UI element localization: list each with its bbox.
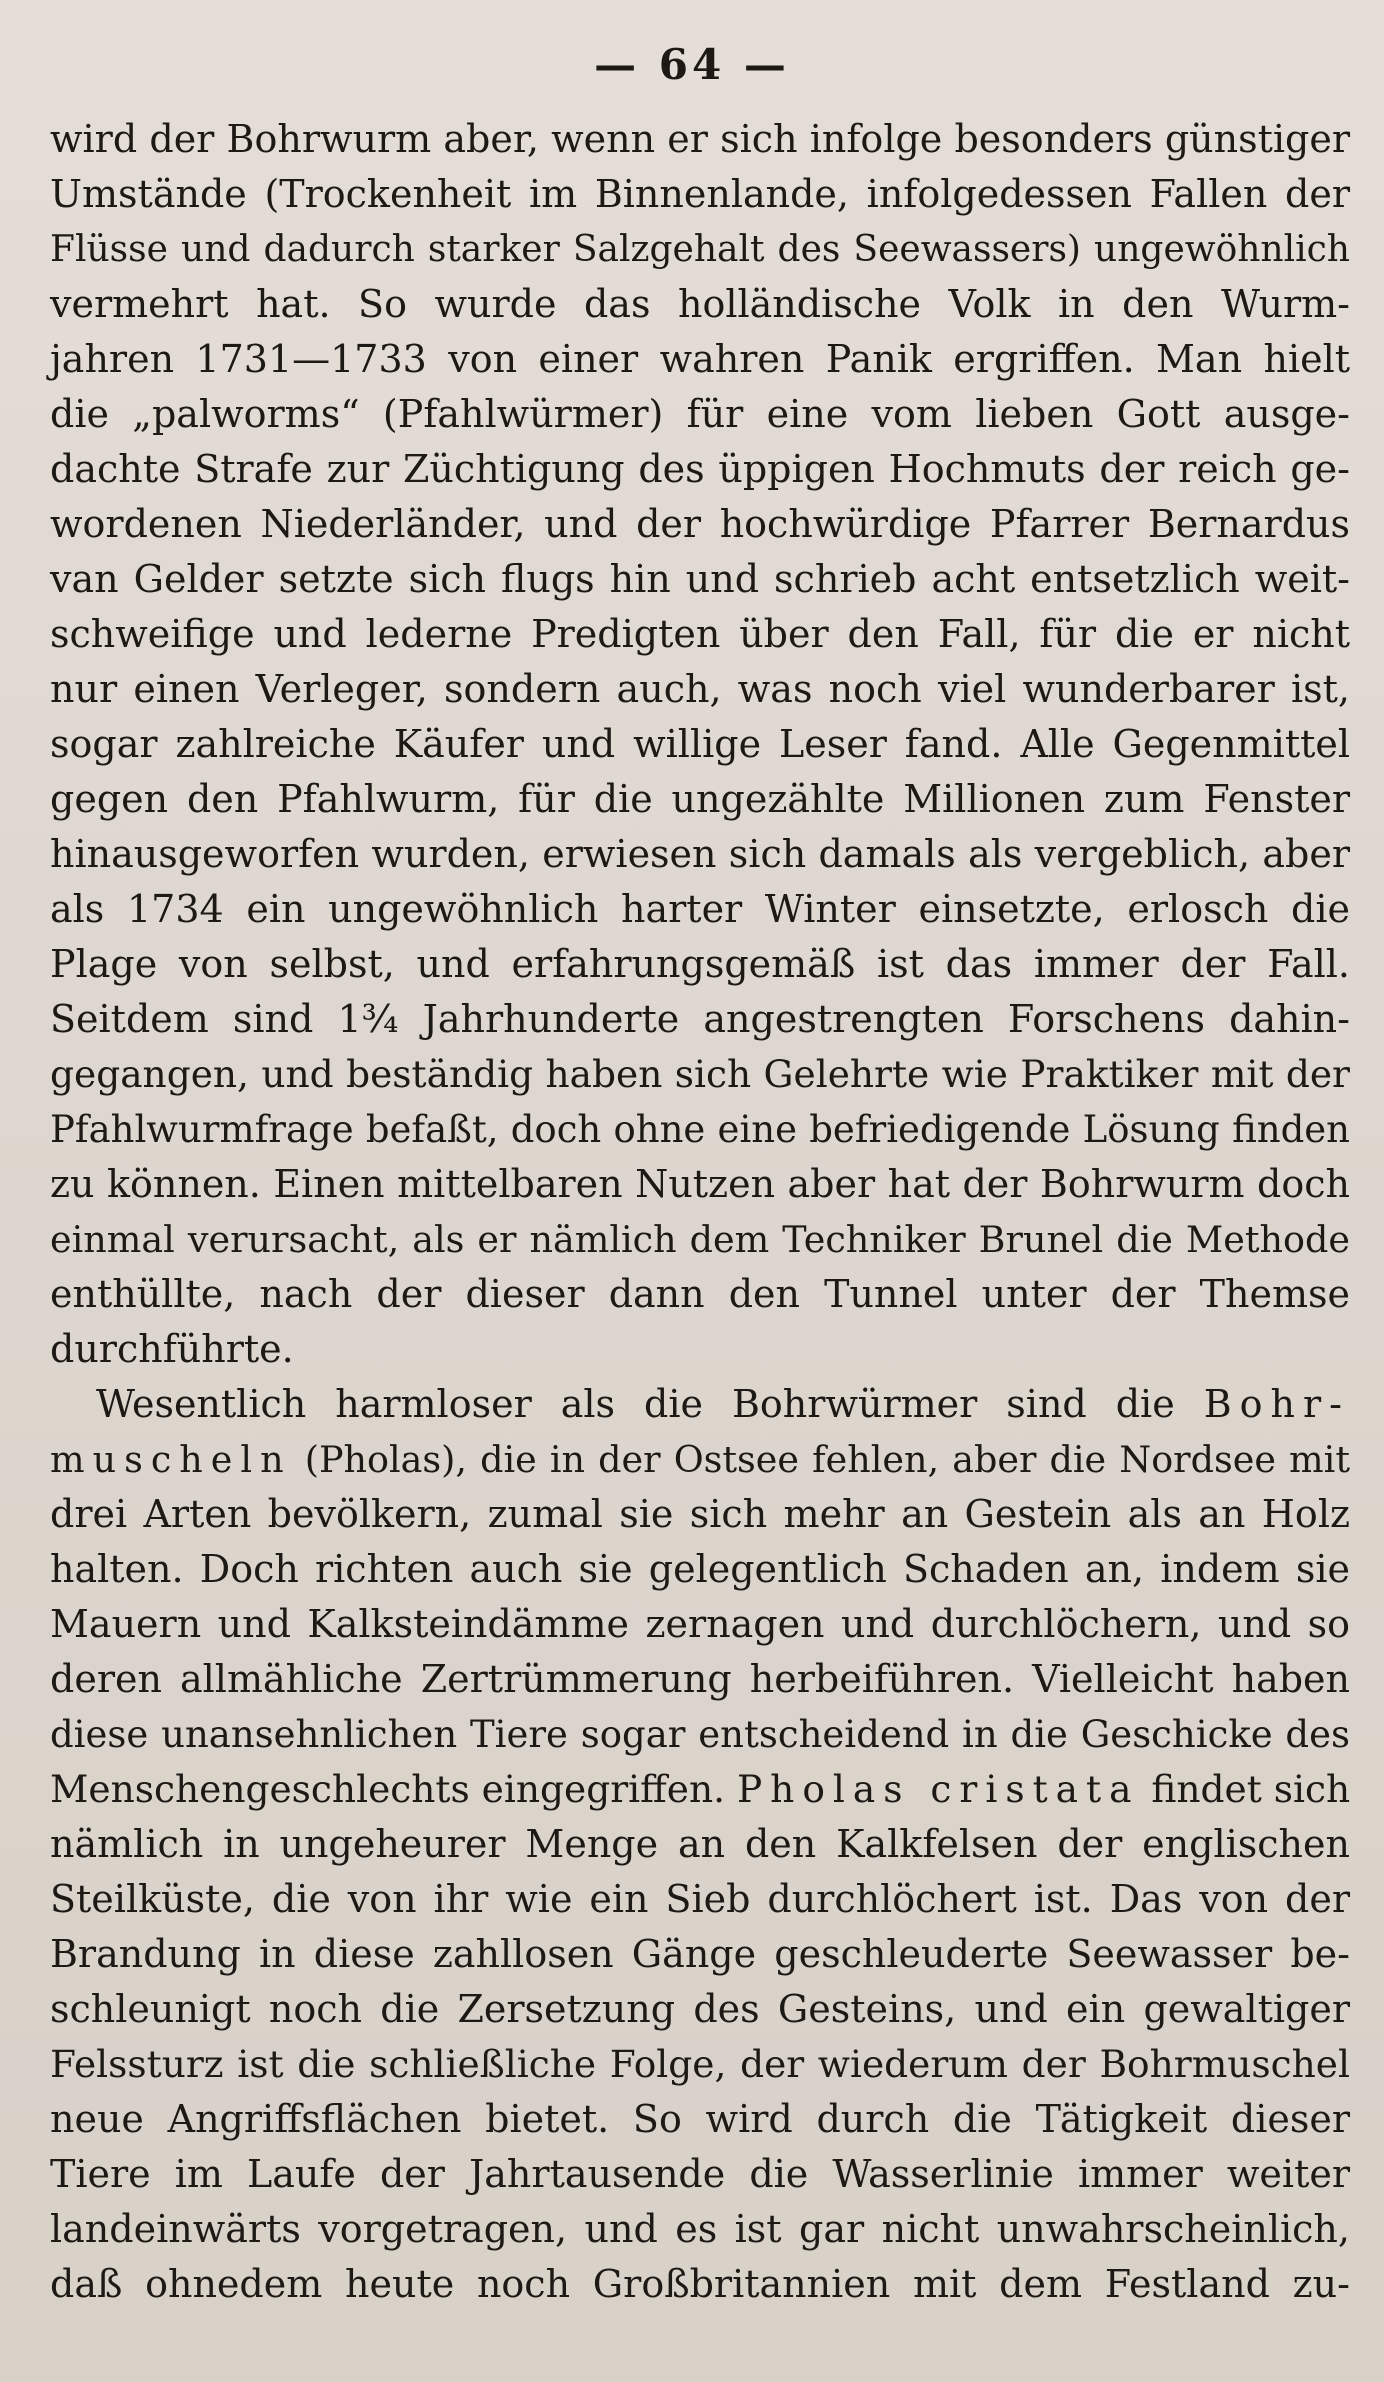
text-line: einmal verursacht, als er nämlich dem Techniker Brunel die Methode [50,1218,1350,1261]
text-line: gegangen, und beständig haben sich Gelehrte wie Praktiker mit der [50,1052,1350,1096]
text-line: Mauern und Kalksteindämme zernagen und durchlöchern, und so [50,1602,1350,1646]
spaced-term: Bohr- [1203,1382,1350,1426]
text-line: Tiere im Laufe der Jahrtausende die Wasserlinie immer weiter [50,2152,1350,2196]
text-line: schleunigt noch die Zersetzung des Gesteins, und ein gewaltiger [50,1987,1350,2031]
text-fragment: findet sich [1151,1767,1351,1811]
text-line: zu können. Einen mittelbaren Nutzen aber hat der Bohrwurm doch [50,1162,1350,1206]
text-line [50,1762,1350,1817]
text-line: wird der Bohrwurm aber, wenn er sich infolge besonders günstiger [50,117,1350,161]
text-line: diese unansehnlichen Tiere sogar entscheidend in die Geschicke des [50,1713,1350,1756]
text-line: hinausgeworfen wurden, erwiesen sich damals als vergeblich, aber [50,832,1350,876]
text-line: als 1734 ein ungewöhnlich harter Winter einsetzte, erlosch die [50,887,1350,931]
text-line: wordenen Niederländer, und der hochwürdige Pfarrer Bernardus [50,502,1350,546]
text-line: jahren 1731—1733 von einer wahren Panik ergriffen. Man hielt [50,337,1350,381]
text-line: Seitdem sind 1¾ Jahrhunderte angestrengten Forschens dahin- [50,997,1350,1041]
page-number: — 64 — [594,40,790,89]
text-line: daß ohnedem heute noch Großbritannien mit dem Festland zu- [50,2262,1350,2306]
text-line: deren allmähliche Zertrümmerung herbeiführen. Vielleicht haben [50,1657,1350,1701]
text-line: nur einen Verleger, sondern auch, was noch viel wunderbarer ist, [50,667,1350,711]
text-line: Plage von selbst, und erfahrungsgemäß ist das immer der Fall. [50,942,1350,986]
text-line: sogar zahlreiche Käufer und willige Leser fand. Alle Gegenmittel [50,722,1350,766]
species-name: Pholas cristata [736,1767,1140,1811]
spaced-term: muscheln [50,1438,292,1481]
text-line: enthüllte, nach der dieser dann den Tunnel unter der Themse [50,1272,1350,1316]
text-line [50,1432,1350,1487]
text-line: Umstände (Trockenheit im Binnenlande, infolgedessen Fallen der [50,172,1350,216]
text-line: Steilküste, die von ihr wie ein Sieb durchlöchert ist. Das von der [50,1877,1350,1921]
text-line: landeinwärts vorgetragen, und es ist gar nicht unwahrscheinlich, [50,2207,1350,2251]
text-fragment: Wesentlich harmloser als die Bohrwürmer sind die [96,1382,1175,1426]
text-line [50,1377,1350,1432]
text-line: Flüsse und dadurch starker Salzgehalt des Seewassers) ungewöhnlich [50,229,1350,270]
text-line: halten. Doch richten auch sie gelegentlich Schaden an, indem sie [50,1547,1350,1591]
text-fragment: (Pholas), die in der Ostsee fehlen, aber die Nordsee mit [304,1438,1350,1481]
text-line: Felssturz ist die schließliche Folge, der wiederum der Bohrmuschel [50,2042,1350,2086]
text-line: nämlich in ungeheurer Menge an den Kalkfelsen der englischen [50,1822,1350,1866]
text-line: neue Angriffsflächen bietet. So wird durch die Tätigkeit dieser [50,2097,1350,2141]
text-line: gegen den Pfahlwurm, für die ungezählte Millionen zum Fenster [50,777,1350,821]
text-fragment: Menschengeschlechts eingegriffen. [50,1767,726,1811]
text-line: vermehrt hat. So wurde das holländische Volk in den Wurm- [50,282,1350,326]
body-text [50,112,1350,2312]
text-line: schweifige und lederne Predigten über den Fall, für die er nicht [50,612,1350,656]
text-line: die „palworms“ (Pfahlwürmer) für eine vom lieben Gott ausge- [50,392,1350,436]
text-line: drei Arten bevölkern, zumal sie sich mehr an Gestein als an Holz [50,1492,1350,1536]
text-line: van Gelder setzte sich flugs hin und schrieb acht entsetzlich weit- [50,557,1350,601]
text-line: dachte Strafe zur Züchtigung des üppigen Hochmuts der reich ge- [50,447,1350,491]
text-line: Pfahlwurmfrage befaßt, doch ohne eine befriedigende Lösung finden [50,1108,1350,1151]
text-line: durchführte. [50,1327,294,1371]
text-line: Brandung in diese zahllosen Gänge geschleuderte Seewasser be- [50,1932,1350,1976]
